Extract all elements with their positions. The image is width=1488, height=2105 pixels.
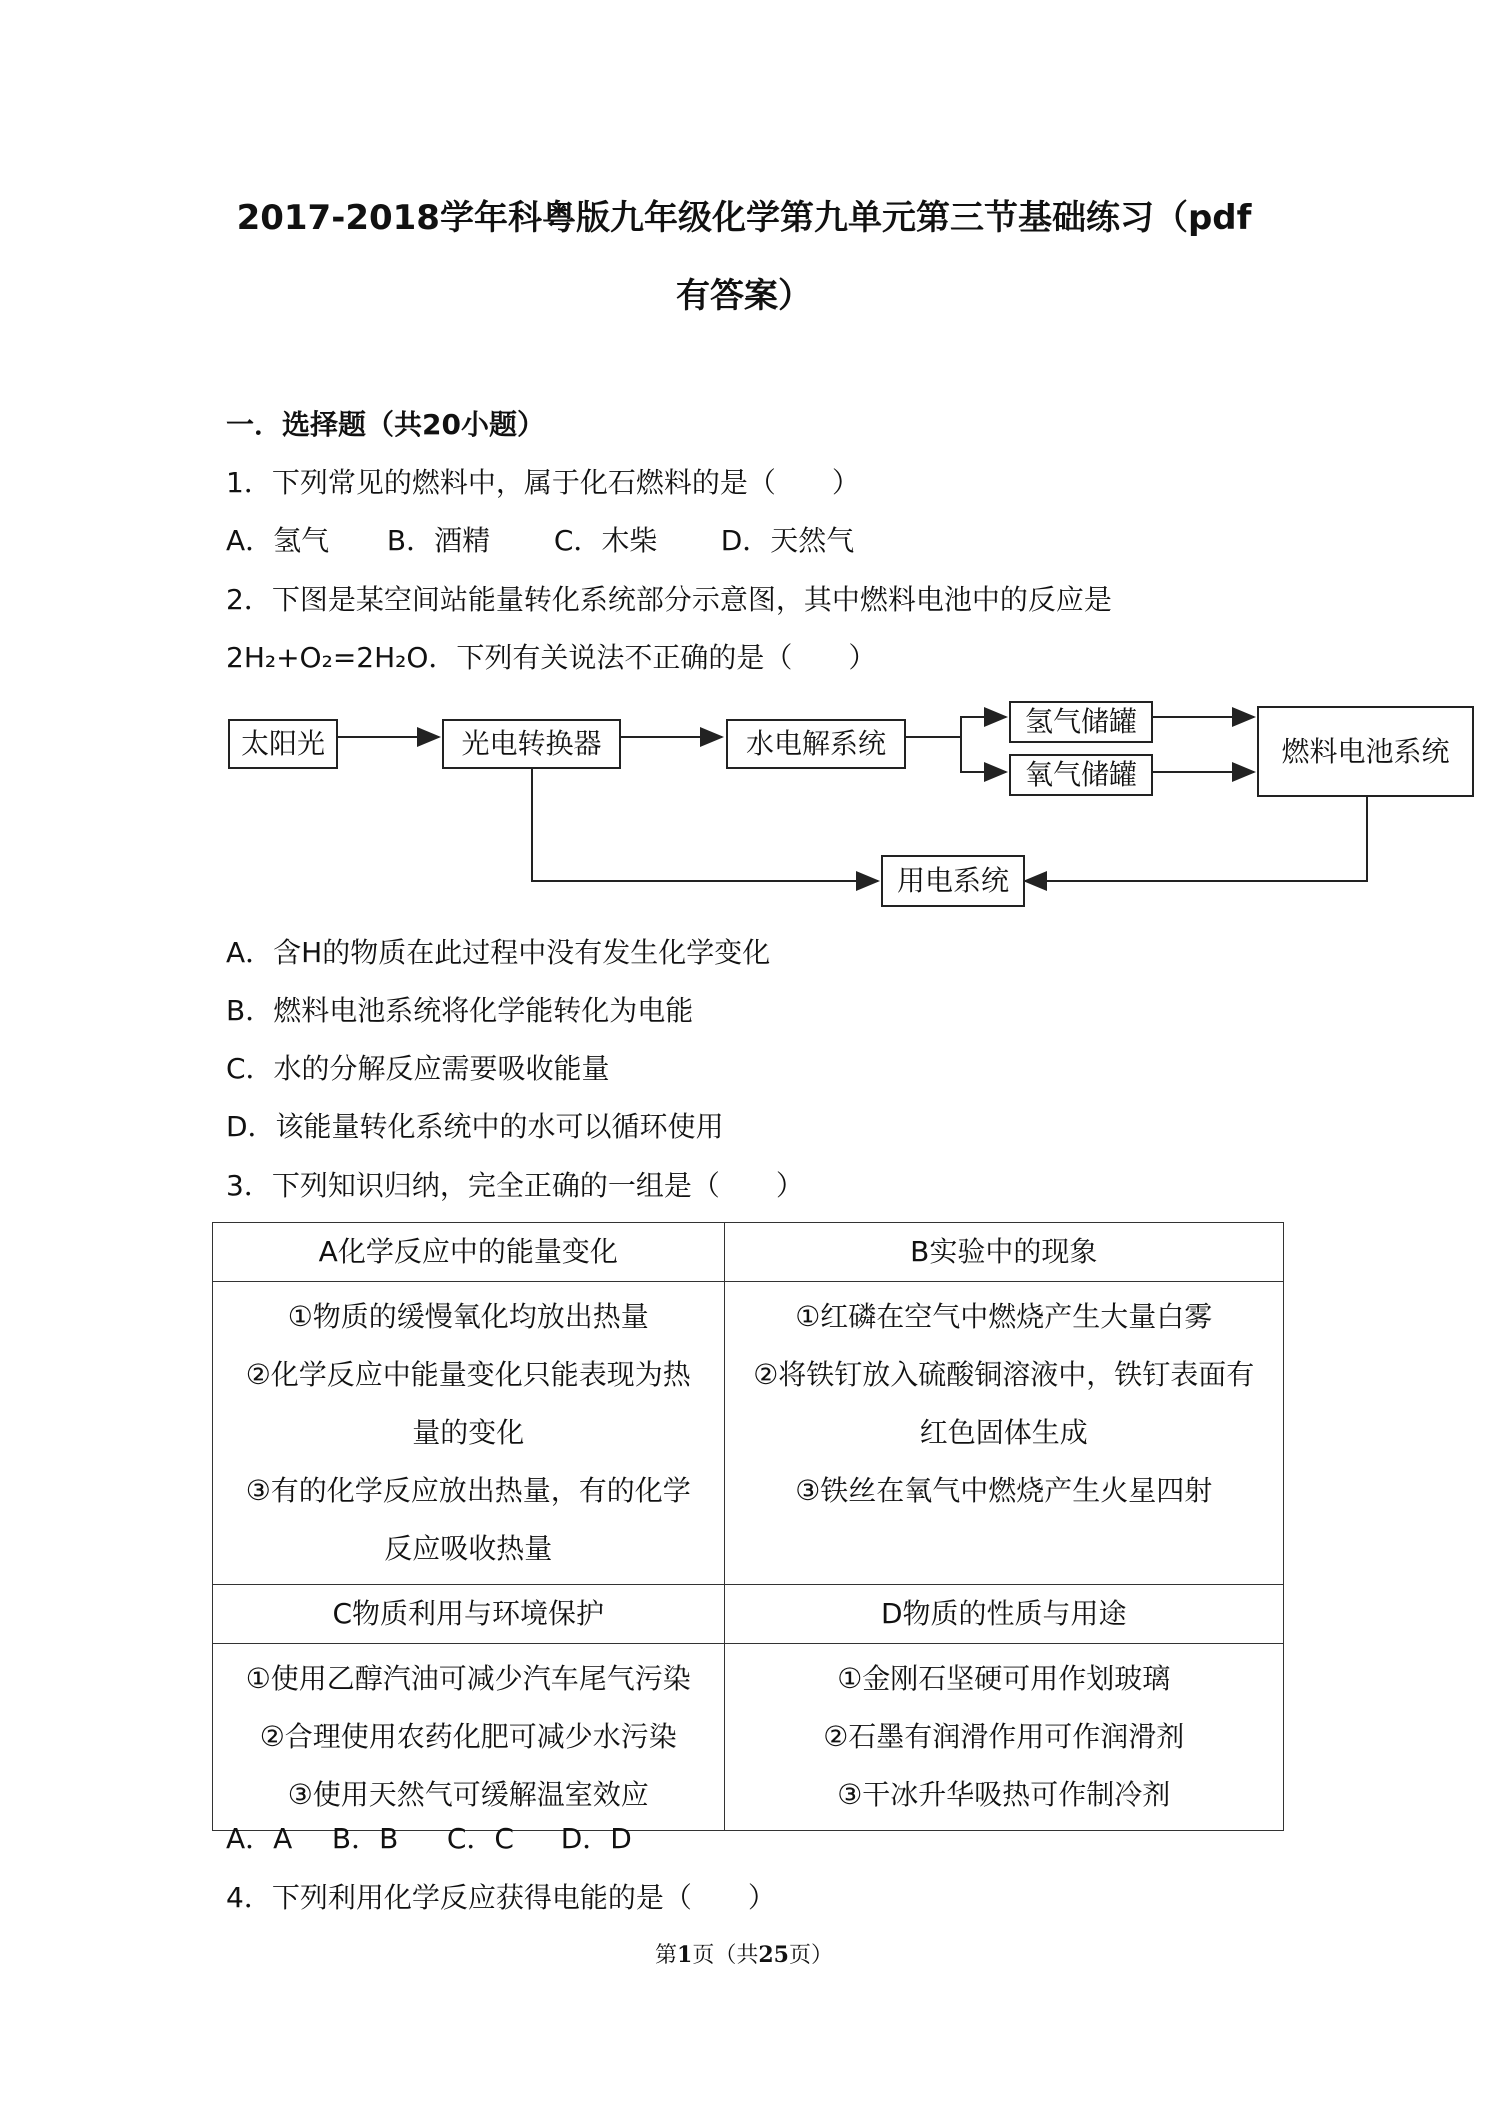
question-2-stem-rest: ．下列有关说法不正确的是（ ）: [428, 641, 877, 674]
cell-c-line: ①使用乙醇汽油可减少汽车尾气污染: [245, 1662, 691, 1695]
question-3-stem: 3．下列知识归纳，完全正确的一组是（ ）: [226, 1169, 804, 1202]
question-4-stem: 4．下列利用化学反应获得电能的是（ ）: [226, 1881, 776, 1914]
page-footer: [0, 1938, 1488, 1969]
section-heading: 一．选择题（共20小题）: [226, 408, 545, 441]
page-total: 25: [758, 1942, 789, 1968]
option-d: D．天然气: [720, 524, 855, 557]
arrow-converter-to-power: [532, 756, 878, 881]
document-title-line1: 2017-2018学年科粤版九年级化学第九单元第三节基础练习（pdf: [236, 198, 1252, 238]
question-2-option-c: C．水的分解反应需要吸收能量: [226, 1052, 610, 1085]
arrow-electrolysis-to-o2: [961, 737, 1006, 772]
box-sunlight: 太阳光: [228, 719, 338, 769]
cell-c-line: ②合理使用农药化肥可减少水污染: [259, 1720, 677, 1753]
cell-d-line: ①金刚石坚硬可用作划玻璃: [837, 1662, 1171, 1695]
box-power-system: 用电系统: [881, 855, 1025, 907]
cell-d-head: D物质的性质与用途: [724, 1585, 1283, 1644]
document-title-line2: 有答案）: [676, 276, 812, 316]
box-photoelectric-converter: 光电转换器: [442, 719, 621, 769]
cell-d-body: [724, 1644, 1283, 1831]
question-1-stem: 1．下列常见的燃料中，属于化石燃料的是（ ）: [226, 466, 860, 499]
cell-b-line: ②将铁钉放入硫酸铜溶液中，铁钉表面有: [753, 1358, 1255, 1391]
knowledge-table: [212, 1222, 1284, 1831]
option-a: A．A: [226, 1822, 293, 1855]
cell-a-line: 反应吸收热量: [384, 1532, 553, 1565]
box-fuel-cell-system: 燃料电池系统: [1257, 706, 1474, 797]
cell-c-head: C物质利用与环境保护: [213, 1585, 725, 1644]
arrow-fuel-cell-to-power: [1025, 797, 1367, 881]
page-number: 1: [677, 1942, 693, 1968]
cell-d-line: ②石墨有润滑作用可作润滑剂: [823, 1720, 1185, 1753]
box-oxygen-tank: 氧气储罐: [1009, 754, 1153, 796]
option-b: B．酒精: [386, 524, 491, 557]
footer-suffix: 页）: [788, 1943, 833, 1968]
cell-b-line: ③铁丝在氧气中燃烧产生火星四射: [795, 1474, 1213, 1507]
cell-b-head: B实验中的现象: [724, 1223, 1283, 1282]
cell-b-body: [724, 1282, 1283, 1585]
question-1-options: [226, 521, 854, 561]
question-2-stem-line1: 2．下图是某空间站能量转化系统部分示意图，其中燃料电池中的反应是: [226, 583, 1112, 616]
cell-c-line: ③使用天然气可缓解温室效应: [287, 1778, 649, 1811]
option-a: A．氢气: [226, 524, 330, 557]
cell-c-body: [213, 1644, 725, 1831]
cell-a-line: ③有的化学反应放出热量，有的化学: [245, 1474, 691, 1507]
cell-a-line: ②化学反应中能量变化只能表现为热: [245, 1358, 691, 1391]
cell-a-body: [213, 1282, 725, 1585]
question-2-option-b: B．燃料电池系统将化学能转化为电能: [226, 994, 694, 1027]
footer-mid: 页（共: [692, 1943, 759, 1968]
option-d: D．D: [560, 1822, 632, 1855]
option-c: C．C: [446, 1822, 514, 1855]
arrow-electrolysis-to-h2: [906, 717, 1006, 737]
question-2-stem-line2: [226, 638, 876, 678]
cell-a-line: ①物质的缓慢氧化均放出热量: [287, 1300, 649, 1333]
cell-b-line: ①红磷在空气中燃烧产生大量白雾: [795, 1300, 1213, 1333]
question-3-options: [226, 1819, 632, 1859]
cell-a-head: A化学反应中的能量变化: [213, 1223, 725, 1282]
question-2-option-d: D．该能量转化系统中的水可以循环使用: [226, 1110, 724, 1143]
question-2-option-a: A．含H的物质在此过程中没有发生化学变化: [226, 936, 771, 969]
cell-d-line: ③干冰升华吸热可作制冷剂: [837, 1778, 1171, 1811]
footer-prefix: 第: [655, 1943, 678, 1968]
cell-b-line: 红色固体生成: [919, 1416, 1088, 1449]
option-c: C．木柴: [553, 524, 658, 557]
cell-a-line: 量的变化: [412, 1416, 525, 1449]
box-hydrogen-tank: 氢气储罐: [1009, 701, 1153, 743]
option-b: B．B: [331, 1822, 399, 1855]
reaction-equation: 2H₂+O₂=2H₂O: [226, 641, 429, 674]
box-water-electrolysis: 水电解系统: [726, 719, 906, 769]
energy-conversion-diagram: [226, 695, 1476, 930]
